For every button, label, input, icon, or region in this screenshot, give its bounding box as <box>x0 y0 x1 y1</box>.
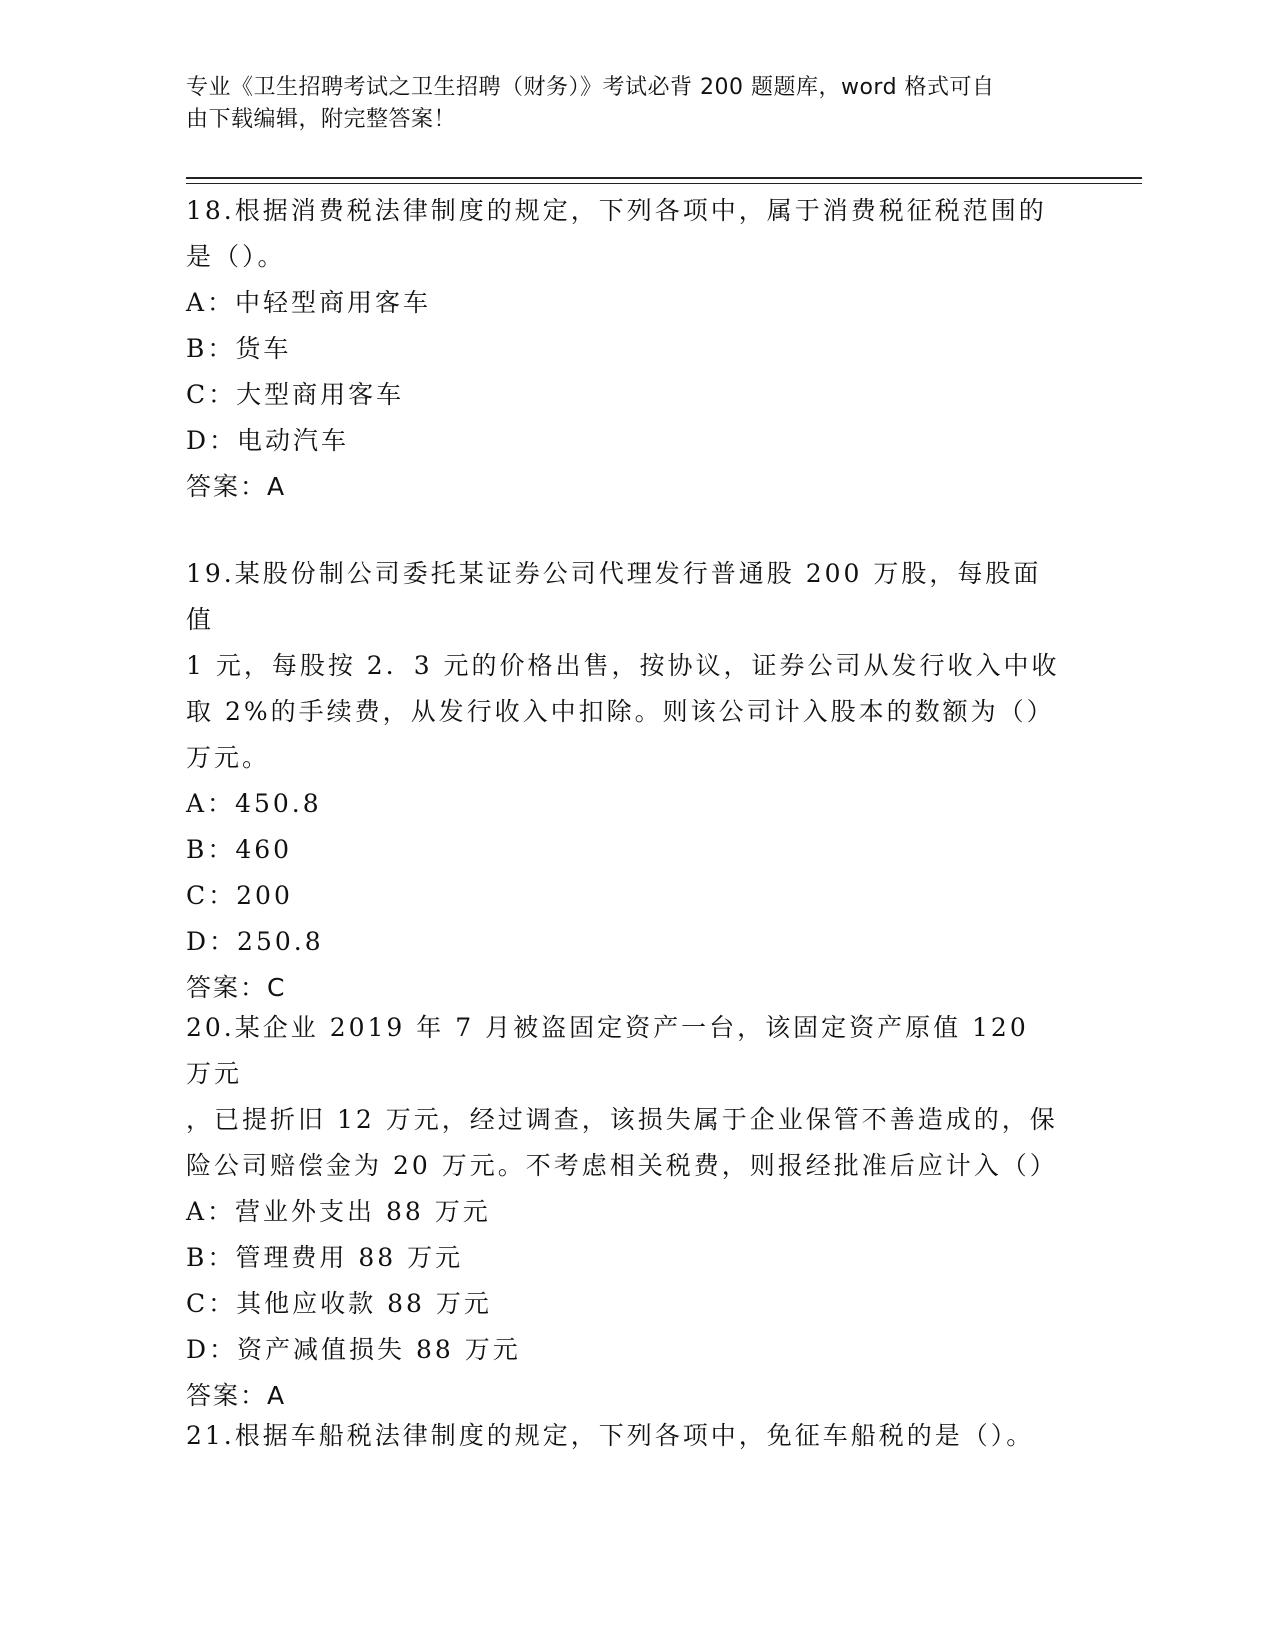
document-header <box>186 72 1066 136</box>
option-b: B：管理费用 88 万元 <box>186 1243 464 1272</box>
question-stem-line: 取 2%的手续费，从发行收入中扣除。则该公司计入股本的数额为（） <box>186 697 1055 726</box>
header-divider-thick <box>186 177 1142 179</box>
question-20 <box>186 1005 1066 1419</box>
question-19 <box>186 551 1066 1011</box>
option-a: A：中轻型商用客车 <box>186 288 432 317</box>
question-stem-line: ，已提折旧 12 万元，经过调查，该损失属于企业保管不善造成的，保 <box>186 1105 1058 1134</box>
answer: 答案：A <box>186 472 287 501</box>
question-stem-line: 21.根据车船税法律制度的规定，下列各项中，免征车船税的是（）。 <box>186 1421 1035 1450</box>
question-stem-line: 万元。 <box>186 743 271 772</box>
answer: 答案：C <box>186 973 287 1002</box>
option-c: C：大型商用客车 <box>186 380 405 409</box>
option-a: A：营业外支出 88 万元 <box>186 1197 491 1226</box>
answer: 答案：A <box>186 1381 287 1410</box>
option-c: C：200 <box>186 881 293 910</box>
question-stem-line: 是（）。 <box>186 242 286 271</box>
option-d: D：资产减值损失 88 万元 <box>186 1335 521 1364</box>
header-line-2: 由下载编辑，附完整答案！ <box>186 107 457 132</box>
question-18 <box>186 188 1066 510</box>
option-d: D：250.8 <box>186 927 324 956</box>
question-stem-line: 20.某企业 2019 年 7 月被盗固定资产一台，该固定资产原值 120 万元 <box>186 1013 1029 1088</box>
option-c: C：其他应收款 88 万元 <box>186 1289 492 1318</box>
question-stem-line: 险公司赔偿金为 20 万元。不考虑相关税费，则报经批准后应计入（） <box>186 1151 1058 1180</box>
question-stem-line: 19.某股份制公司委托某证券公司代理发行普通股 200 万股，每股面值 <box>186 559 1042 634</box>
option-a: A：450.8 <box>186 789 322 818</box>
question-stem-line: 1 元，每股按 2．3 元的价格出售，按协议，证券公司从发行收入中收 <box>186 651 1060 680</box>
option-b: B：货车 <box>186 334 292 363</box>
question-21 <box>186 1413 1066 1459</box>
option-b: B：460 <box>186 835 293 864</box>
header-divider-thin <box>186 183 1142 184</box>
question-stem-line: 18.根据消费税法律制度的规定，下列各项中，属于消费税征税范围的 <box>186 196 1047 225</box>
header-line-1: 专业《卫生招聘考试之卫生招聘（财务）》考试必背 200 题题库，word 格式可自 <box>186 75 995 100</box>
option-d: D：电动汽车 <box>186 426 350 455</box>
